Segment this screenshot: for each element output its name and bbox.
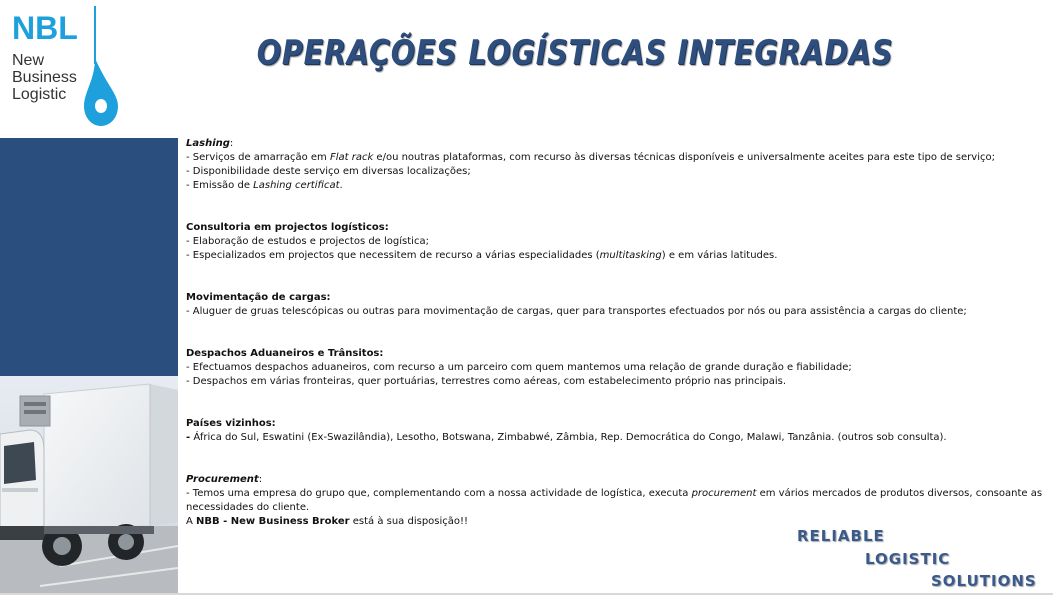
company-logo [6, 6, 126, 130]
slogan-line-3: SOLUTIONS [931, 572, 1037, 590]
consultoria-emphasis: multitasking [599, 250, 662, 261]
consultoria-text: ) e em várias latitudes. [661, 250, 778, 261]
procurement-text: A [186, 516, 197, 527]
section-consultoria [186, 221, 1052, 263]
paises-text: África do Sul, Eswatini (Ex-Swazilândia), Lesotho, Botswana, Zimbabwé, Zâmbia, Rep. Democrática do Congo, Malawi, Tanzânia. (outros sob consulta). [190, 432, 947, 443]
consultoria-heading: Consultoria em projectos logísticos: [186, 222, 389, 233]
lashing-heading-suffix: : [229, 138, 234, 149]
slogan-line-2: LOGISTIC [865, 550, 951, 568]
consultoria-text: - Especializados em projectos que necessitem de recurso a várias especialidades ( [186, 250, 600, 261]
logo-line-1: New [12, 52, 45, 69]
section-movimentacao [186, 291, 1052, 319]
consultoria-line-1: - Elaboração de estudos e projectos de logística; [186, 236, 429, 247]
section-paises [186, 417, 1052, 445]
paises-dash: - [186, 432, 191, 443]
truck-photo [0, 376, 178, 594]
paises-line-1 [186, 431, 1052, 445]
logo-vertical-bar [94, 6, 96, 64]
movimentacao-heading: Movimentação de cargas: [186, 292, 331, 303]
logo-line-3: Logistic [12, 86, 67, 103]
lashing-line-2: - Disponibilidade deste serviço em diversas localizações; [186, 166, 471, 177]
procurement-line-1 [186, 487, 1046, 515]
despachos-line-2: - Despachos em várias fronteiras, quer portuárias, terrestres como aéreas, com estabelecimento próprio nas principais. [186, 376, 787, 387]
despachos-line-1: - Efectuamos despachos aduaneiros, com recurso a um parceiro com quem mantemos uma relação de grande duração e fiabilidade; [186, 362, 852, 373]
water-drop-icon [84, 58, 118, 128]
lashing-text: e/ou noutras plataformas, com recurso às diversas técnicas disponíveis e universalmente aceites para este tipo de serviço; [373, 152, 995, 163]
lashing-text: - Serviços de amarração em [186, 152, 330, 163]
procurement-heading-suffix: : [258, 474, 263, 485]
procurement-line-2 [186, 515, 1052, 529]
lashing-line-3 [186, 179, 1052, 193]
procurement-company-name: NBB - New Business Broker [196, 516, 350, 527]
logo-acronym: NBL [12, 10, 78, 46]
despachos-heading: Despachos Aduaneiros e Trânsitos: [186, 348, 384, 359]
services-list [186, 137, 1052, 529]
section-lashing [186, 137, 1052, 193]
lashing-heading: Lashing [186, 138, 230, 149]
procurement-text: está à sua disposição!! [349, 516, 469, 527]
procurement-heading: Procurement [186, 474, 259, 485]
logo-line-2: Business [12, 69, 77, 86]
procurement-text: - Temos uma empresa do grupo que, complementando com a nossa actividade de logística, executa [186, 488, 692, 499]
page-title: OPERAÇÕES LOGÍSTICAS INTEGRADAS [256, 33, 894, 73]
lashing-line-1 [186, 151, 1052, 165]
movimentacao-line-1: - Aluguer de gruas telescópicas ou outras para movimentação de cargas, quer para transportes efectuados por nós ou para assistência a cargas do cliente; [186, 306, 967, 317]
section-despachos [186, 347, 1052, 389]
lashing-text: . [339, 180, 343, 191]
consultoria-line-2 [186, 249, 1052, 263]
paises-heading: Países vizinhos: [186, 418, 276, 429]
slogan-line-1: RELIABLE [797, 527, 885, 545]
lashing-text: - Emissão de [186, 180, 254, 191]
section-procurement [186, 473, 1052, 529]
procurement-text: em vários mercados de produtos diversos, consoante as necessidades do cliente. [186, 488, 1043, 513]
lashing-emphasis: Flat rack [329, 152, 374, 163]
lashing-emphasis: Lashing certificat [253, 180, 340, 191]
decorative-navy-panel [0, 138, 178, 376]
procurement-emphasis: procurement [691, 488, 757, 499]
